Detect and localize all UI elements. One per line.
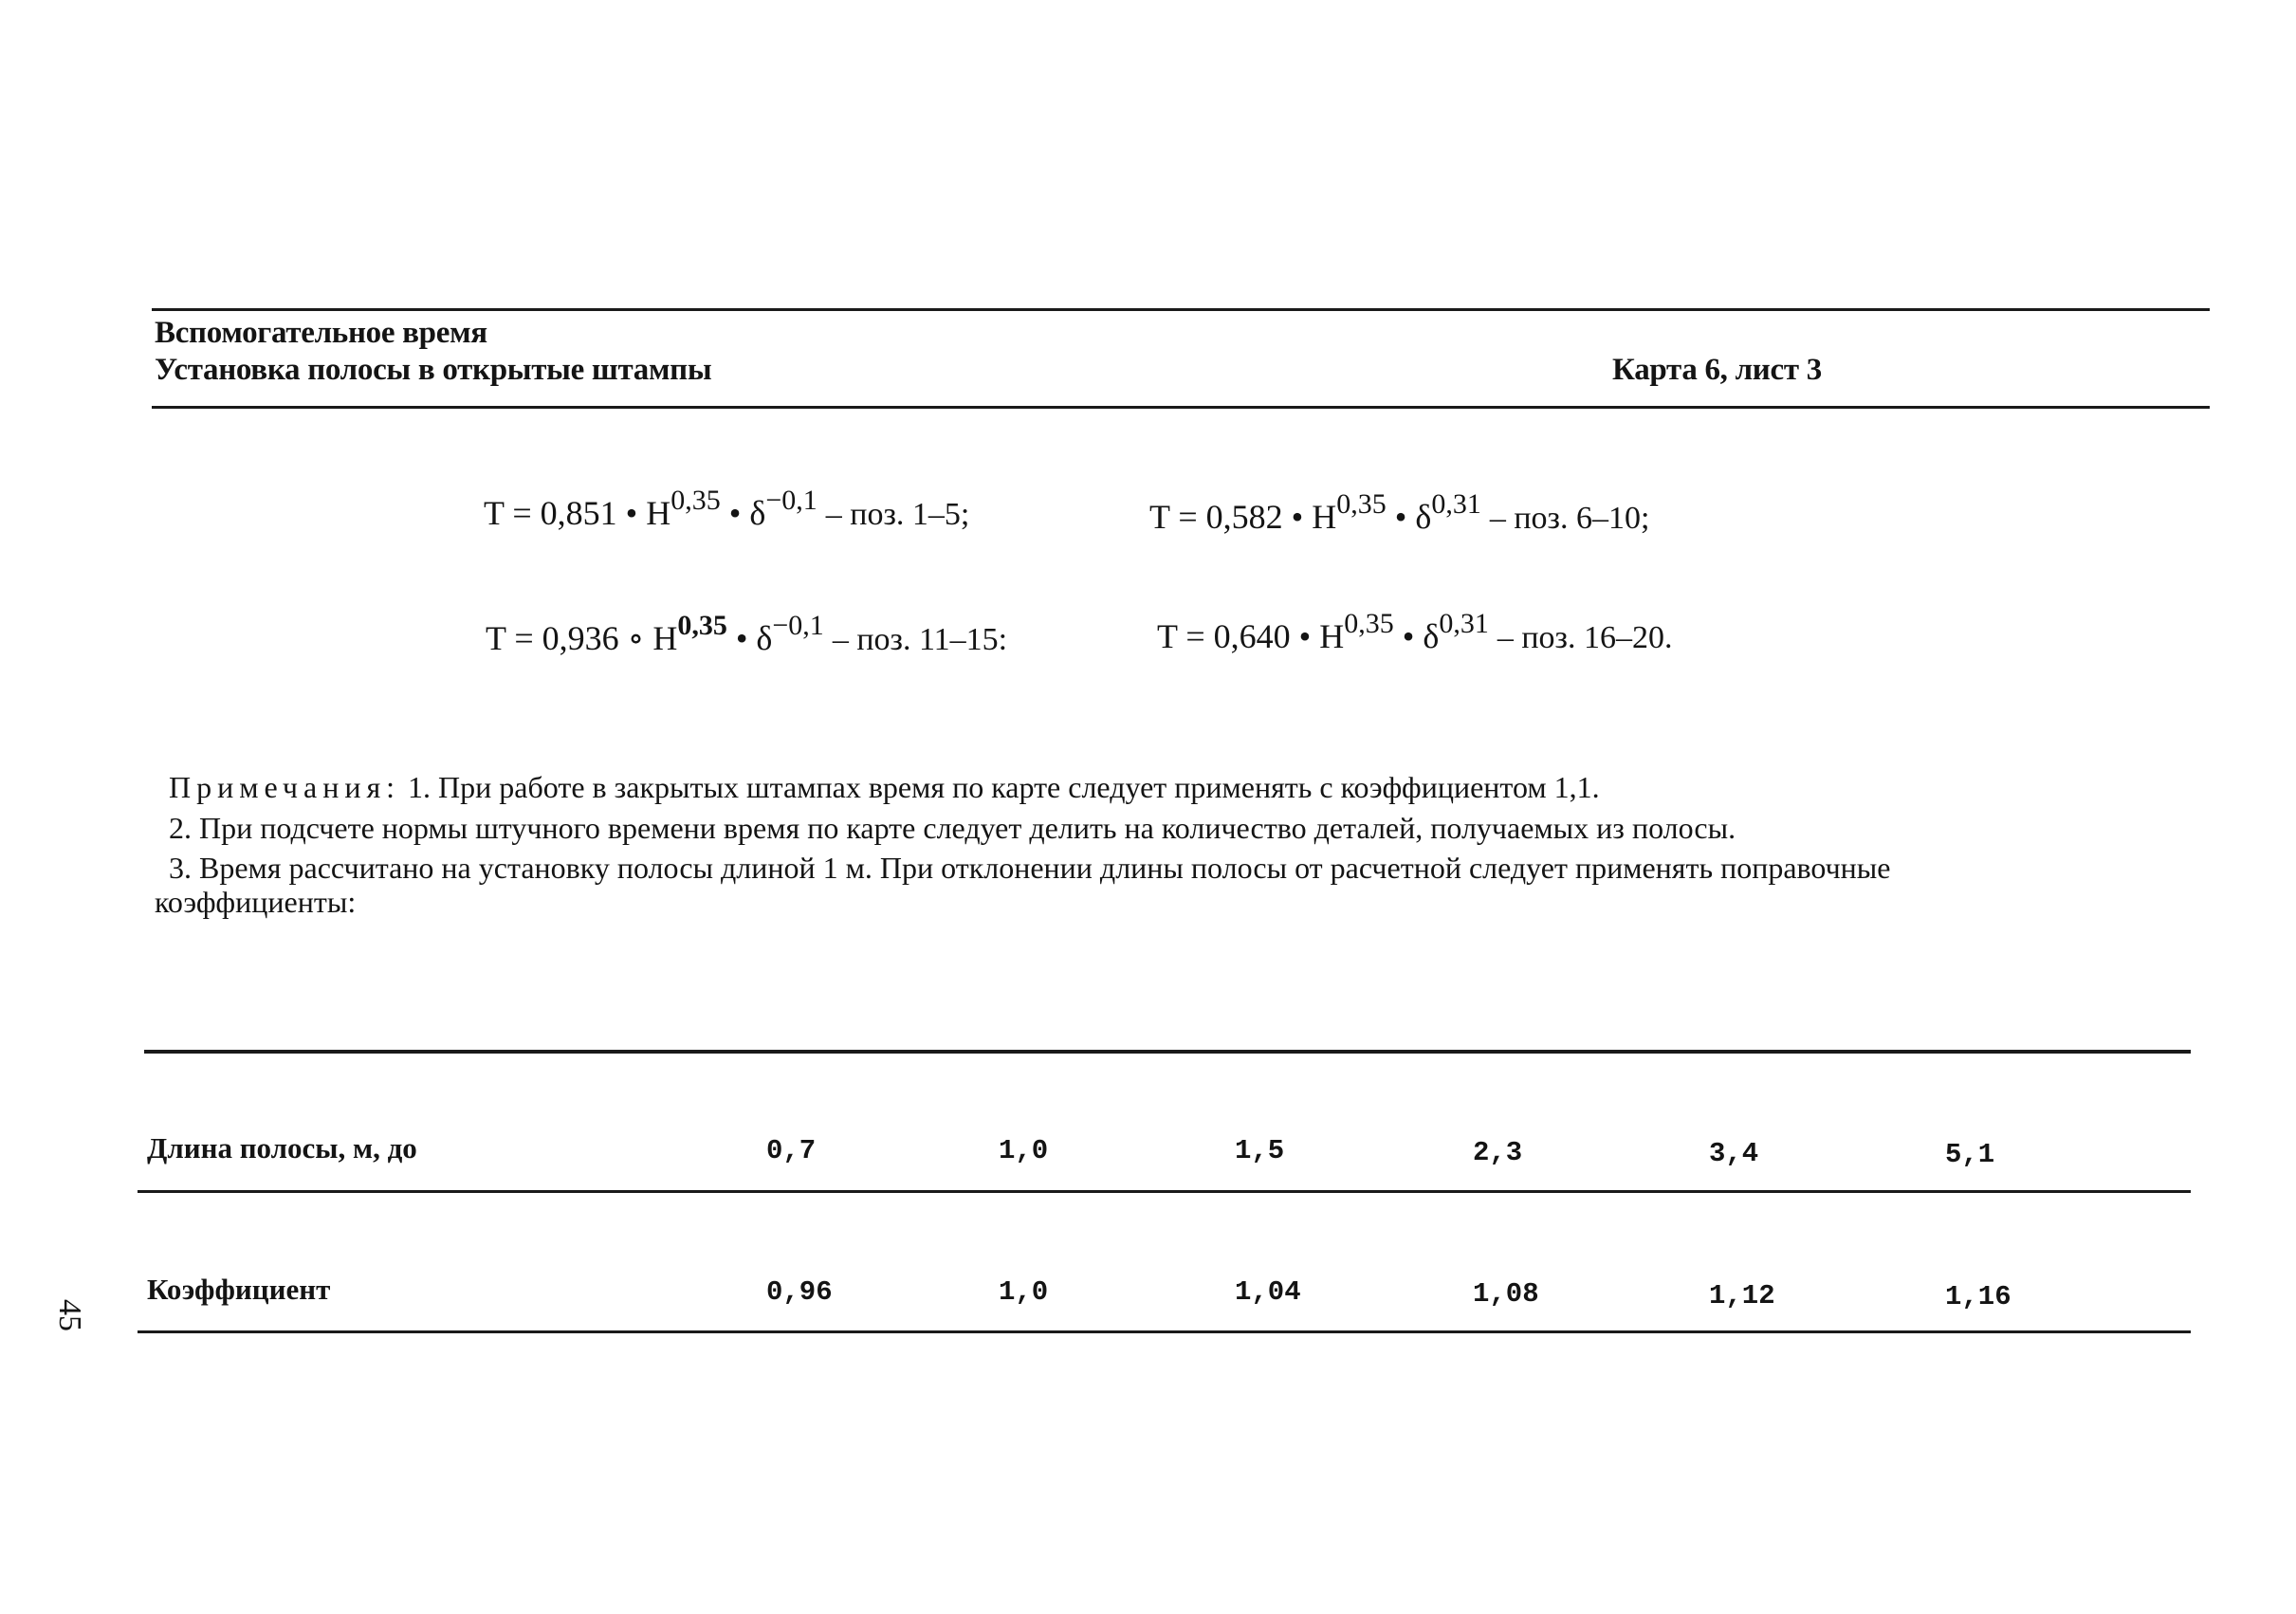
table-cell-length: 3,4 [1709,1138,1759,1169]
formula-3: T = 0,936 ∘ H$^{0,35}$ • $\delta^{-0,1}$ – поз. 11–15: [486,610,1008,657]
formula-positions: – поз. 6–10; [1489,501,1650,536]
formula-var-h: H [646,494,671,532]
note-3-continued [155,885,356,920]
note-3-text: 3. Время рассчитано на установку полосы длиной 1 м. При отклонении длины полосы от расчетной следует применять поправочные [169,851,1891,885]
table-cell-length: 1,5 [1235,1135,1285,1166]
header-top-rule [152,308,2210,311]
formula-positions: – поз. 11–15: [832,622,1008,657]
formula-var-h: H [1319,617,1345,655]
formula-var-h: H [1312,498,1337,536]
table-cell-coefficient: 1,08 [1473,1278,1539,1310]
formula-lhs: T = 0,582 [1149,498,1283,536]
table-cell-coefficient: 0,96 [766,1276,833,1308]
note-3 [169,851,1891,886]
table-cell-length: 0,7 [766,1135,817,1166]
table-cell-length: 1,0 [999,1135,1049,1166]
note-2 [169,811,1736,846]
formula-positions: – поз. 1–5; [825,497,970,532]
formula-exp-h: 0,35 [1336,488,1387,520]
table-cell-coefficient: 1,16 [1945,1281,2011,1312]
table-top-rule [144,1050,2191,1054]
formula-var-h: H [652,619,678,657]
formula-var-delta: δ [1415,498,1432,536]
formula-lhs: T = 0,640 [1157,617,1291,655]
header-category: Вспомогательное время [155,316,487,350]
table-middle-rule [138,1190,2191,1193]
formula-var-delta: δ [749,494,766,532]
formula-exp-delta: −0,1 [765,485,817,516]
table-row-coefficient-label: Коэффициент [147,1273,331,1306]
note-3-cont-text: коэффициенты: [155,885,357,919]
formula-var-delta: δ [1423,617,1440,655]
table-row-length-label: Длина полосы, м, до [147,1131,417,1165]
formula-4: T = 0,640 • H$^{0,35}$ • $\delta^{0,31}$ – поз. 16–20. [1157,608,1673,655]
formula-exp-h: 0,35 [670,485,721,516]
note-1-text: 1. При работе в закрытых штампах время по карте следует применять с коэффициентом 1,1. [408,770,1600,804]
formula-1: T = 0,851 • H$^{0,35}$ • $\delta^{-0,1}$ – поз. 1–5; [484,485,970,532]
formula-exp-delta: 0,31 [1431,488,1481,520]
formula-lhs: T = 0,851 [484,494,617,532]
card-reference: Карта 6, лист 3 [1612,353,1822,387]
table-bottom-rule [138,1330,2191,1333]
note-2-text: 2. При подсчете нормы штучного времени время по карте следует делить на количество деталей, получаемых из полосы. [169,811,1736,845]
formula-var-delta: δ [756,619,773,657]
page-number: 45 [52,1299,87,1331]
formula-2: T = 0,582 • H$^{0,35}$ • $\delta^{0,31}$ – поз. 6–10; [1149,488,1650,536]
formula-exp-h: 0,35 [1344,608,1394,639]
table-cell-coefficient: 1,0 [999,1276,1049,1308]
notes-label: Примечания: [169,770,401,804]
formula-exp-h: 0,35 [677,610,727,641]
table-cell-coefficient: 1,12 [1709,1280,1775,1311]
table-cell-length: 5,1 [1945,1139,1995,1170]
table-cell-coefficient: 1,04 [1235,1276,1301,1308]
table-cell-length: 2,3 [1473,1137,1523,1168]
note-1 [169,770,1600,805]
header-operation: Установка полосы в открытые штампы [155,353,712,387]
formula-exp-delta: −0,1 [772,610,824,641]
header-bottom-rule [152,406,2210,409]
formula-exp-delta: 0,31 [1439,608,1489,639]
formula-positions: – поз. 16–20. [1497,620,1673,655]
formula-lhs: T = 0,936 [486,619,619,657]
